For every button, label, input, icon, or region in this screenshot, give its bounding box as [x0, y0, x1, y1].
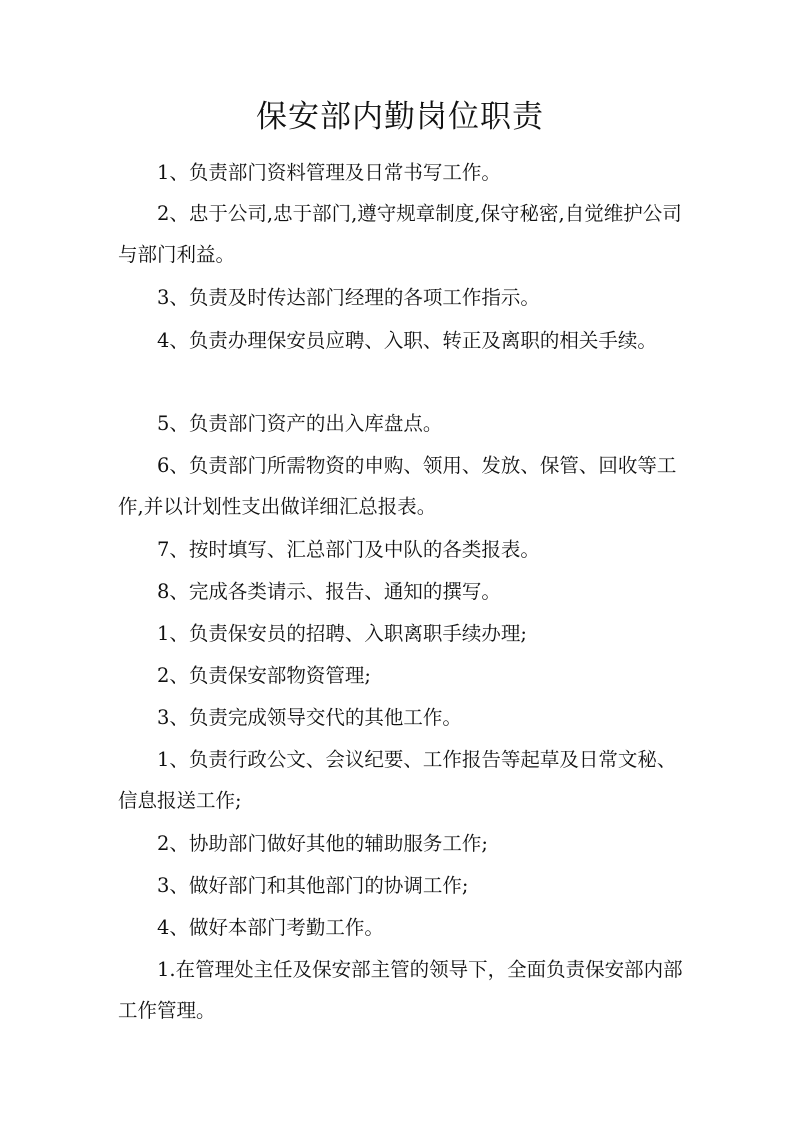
- paragraph-4: 4、负责办理保安员应聘、入职、转正及离职的相关手续。: [157, 329, 657, 352]
- paragraph-15: 4、做好本部门考勤工作。: [157, 916, 384, 939]
- paragraph-2: 2、忠于公司,忠于部门,遵守规章制度,保守秘密,自觉维护公司与部门利益。: [118, 202, 682, 266]
- paragraph-7: 7、按时填写、汇总部门及中队的各类报表。: [157, 538, 540, 561]
- paragraph-5: 5、负责部门资产的出入库盘点。: [157, 412, 443, 435]
- paragraph-6: 6、负责部门所需物资的申购、领用、发放、保管、回收等工作,并以计划性支出做详细汇总报表。: [118, 454, 677, 518]
- paragraph-1: 1、负责部门资料管理及日常书写工作。: [157, 161, 501, 184]
- paragraph-11: 3、负责完成领导交代的其他工作。: [157, 706, 462, 729]
- paragraph-14: 3、做好部门和其他部门的协调工作;: [157, 874, 469, 897]
- paragraph-8: 8、完成各类请示、报告、通知的撰写。: [157, 580, 501, 603]
- paragraph-9: 1、负责保安员的招聘、入职离职手续办理;: [157, 622, 527, 645]
- paragraph-13: 2、协助部门做好其他的辅助服务工作;: [157, 832, 488, 855]
- document-title: 保安部内勤岗位职责: [256, 99, 544, 135]
- paragraph-12: 1、负责行政公文、会议纪要、工作报告等起草及日常文秘、信息报送工作;: [118, 748, 677, 812]
- paragraph-10: 2、负责保安部物资管理;: [157, 664, 371, 687]
- paragraph-3: 3、负责及时传达部门经理的各项工作指示。: [157, 286, 540, 309]
- paragraph-16: 1.在管理处主任及保安部主管的领导下，全面负责保安部内部工作管理。: [118, 958, 683, 1022]
